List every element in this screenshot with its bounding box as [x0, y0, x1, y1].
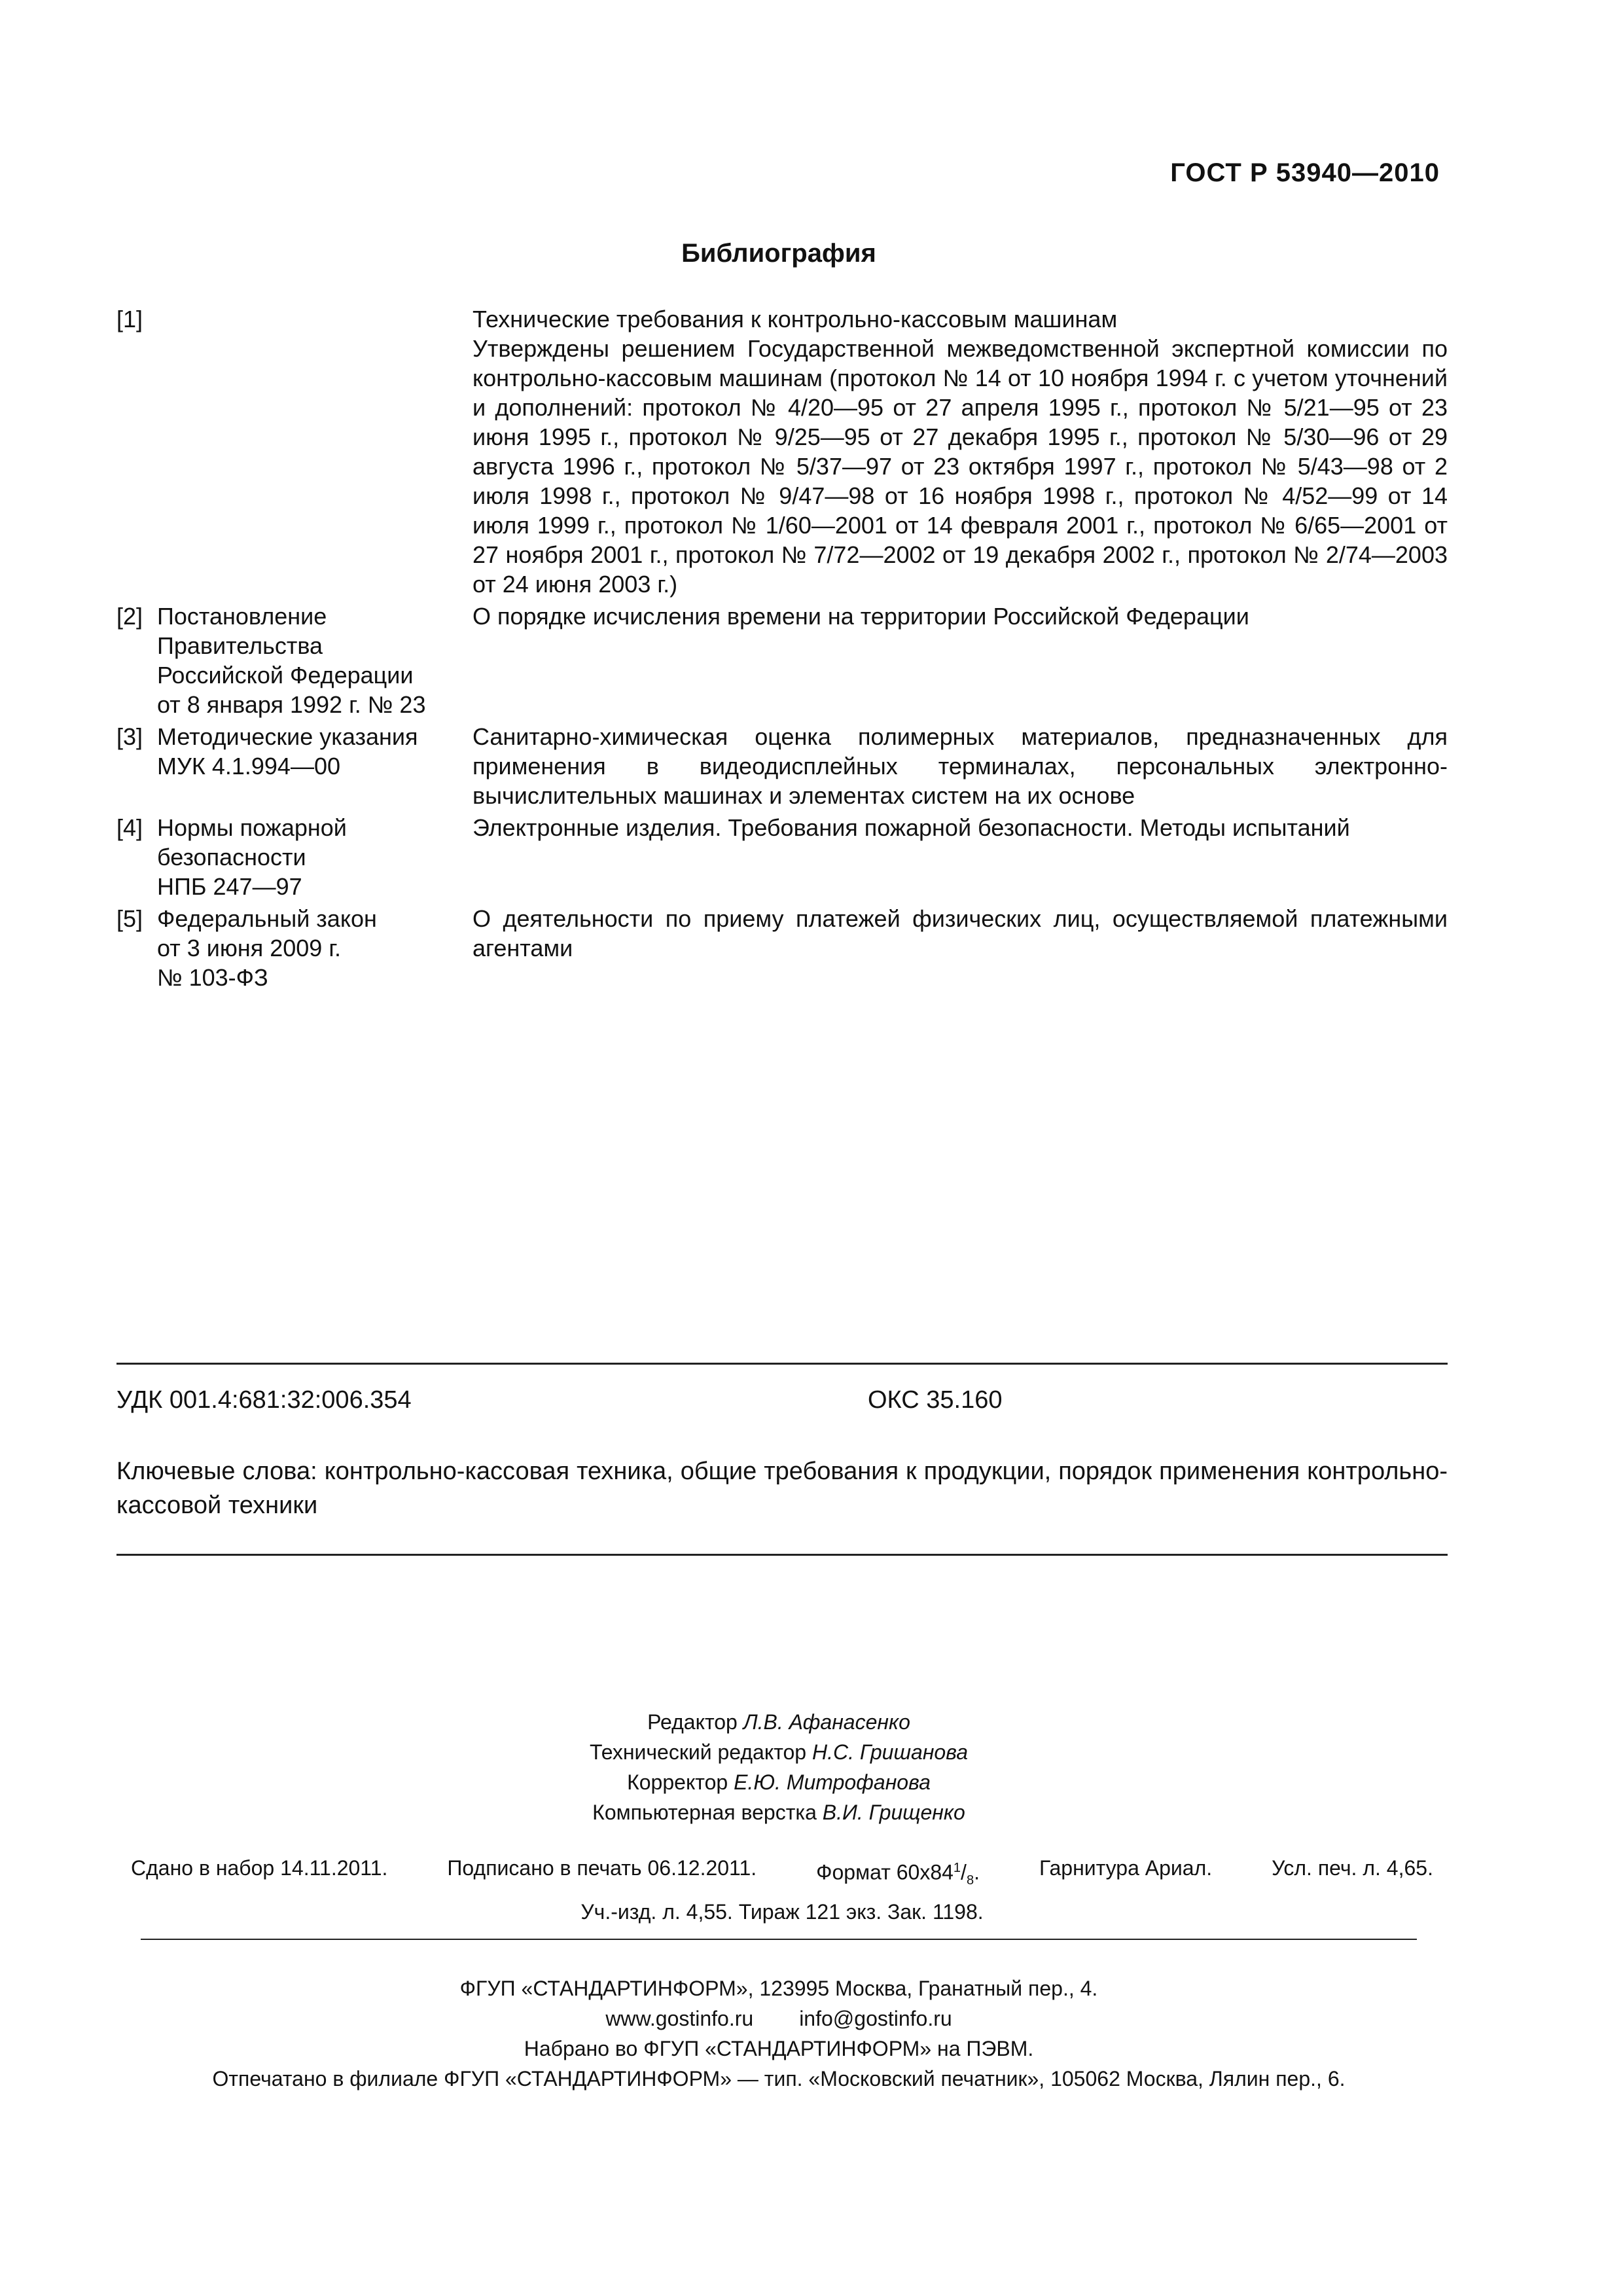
udk-code: УДК 001.4:681:32:006.354 [116, 1386, 412, 1414]
description-paragraph: Утверждены решением Государственной межведомственной экспертной комиссии по контрольно-кассовым машинам (протокол № 14 от 10 ноября 1994 г. с учетом уточнений и дополнений: протокол № 4/20—95 от 27 апреля 1995 г., протокол № 5/21—95 от 23 июня 1995 г., протокол № 9/25—95 от 27 декабря 1995 г., протокол № 5/30—96 от 29 августа 1996 г., протокол № 5/37—97 от 23 октября 1997 г., протокол № 5/43—98 от 2 июля 1998 г., протокол № 9/47—98 от 16 ноября 1998 г., протокол № 4/52—99 от 14 июля 1999 г., протокол № 1/60—2001 от 14 февраля 2001 г., протокол № 6/65—2001 от 27 ноября 2001 г., протокол № 7/72—2002 от 19 декабря 2002 г., протокол № 2/74—2003 от 24 июня 2003 г.) [473, 335, 1448, 598]
entry-description [473, 601, 1448, 719]
entry-description [473, 904, 1448, 992]
entry-source [157, 304, 473, 599]
submitted-date: Сдано в набор 14.11.2011. [131, 1856, 388, 1880]
divider-bottom [116, 1554, 1448, 1556]
entry-source [157, 904, 473, 992]
credit-corrector: Корректор Е.Ю. Митрофанова [627, 1770, 931, 1794]
entry-description [473, 304, 1448, 599]
publisher-contacts [0, 2003, 1558, 2034]
print-sheets: Усл. печ. л. 4,65. [1272, 1856, 1433, 1880]
entry-source [157, 813, 473, 901]
description-paragraph: О порядке исчисления времени на территории Российской Федерации [473, 603, 1249, 630]
bibliography-entry [116, 601, 1448, 719]
divider-top [116, 1363, 1448, 1365]
entry-source [157, 601, 473, 719]
printed-note: Отпечатано в филиале ФГУП «СТАНДАРТИНФОРМ» — тип. «Московский печатник», 105062 Москва, Лялин пер., 6. [212, 2067, 1346, 2090]
credits-block [0, 1707, 1558, 1827]
bibliography-entry [116, 304, 1448, 599]
entry-description [473, 722, 1448, 810]
source-line: Методические указания [157, 723, 418, 750]
credit-editor: Редактор Л.В. Афанасенко [647, 1710, 910, 1734]
entry-number: [4] [116, 814, 143, 841]
source-line: Правительства [157, 632, 323, 659]
source-line: Федеральный закон [157, 905, 377, 932]
source-line: МУК 4.1.994—00 [157, 753, 340, 780]
source-line: НПБ 247—97 [157, 873, 302, 900]
entry-number: [2] [116, 603, 143, 630]
credit-layout: Компьютерная верстка В.И. Грищенко [592, 1801, 965, 1824]
oks-code: ОКС 35.160 [868, 1386, 1003, 1414]
signed-date: Подписано в печать 06.12.2011. [447, 1856, 757, 1880]
description-paragraph: Электронные изделия. Требования пожарной безопасности. Методы испытаний [473, 814, 1350, 841]
typeface: Гарнитура Ариал. [1039, 1856, 1213, 1880]
divider-publisher [141, 1939, 1417, 1940]
source-line: Российской Федерации [157, 662, 414, 689]
entry-number: [5] [116, 905, 143, 932]
source-line: от 8 января 1992 г. № 23 [157, 691, 426, 718]
credit-tech-editor: Технический редактор Н.С. Гришанова [589, 1740, 969, 1764]
print-info [131, 1852, 1433, 1928]
typeset-note: Набрано во ФГУП «СТАНДАРТИНФОРМ» на ПЭВМ. [524, 2037, 1034, 2060]
bibliography-entry [116, 722, 1448, 810]
document-code: ГОСТ Р 53940—2010 [1170, 158, 1440, 187]
description-paragraph: Технические требования к контрольно-кассовым машинам [473, 306, 1118, 332]
publisher-address: ФГУП «СТАНДАРТИНФОРМ», 123995 Москва, Гранатный пер., 4. [459, 1977, 1098, 2000]
bibliography-entry [116, 813, 1448, 901]
section-title: Библиография [681, 239, 876, 268]
description-paragraph: Санитарно-химическая оценка полимерных материалов, предназначенных для применения в видеодисплейных терминалах, персональных электронно-вычислительных машинах и элементах систем на их основе [473, 723, 1448, 809]
paper-format: Формат $60x84^1/_8$. [816, 1860, 980, 1888]
source-line: безопасности [157, 844, 306, 870]
source-line: Постановление [157, 603, 327, 630]
entry-source [157, 722, 473, 810]
entry-number: [1] [116, 306, 143, 332]
publisher-website: www.gostinfo.ru [605, 2007, 754, 2030]
entry-number: [3] [116, 723, 143, 750]
entry-description [473, 813, 1448, 901]
description-paragraph: О деятельности по приему платежей физических лиц, осуществляемой платежными агентами [473, 905, 1448, 961]
keywords: Ключевые слова: контрольно-кассовая техника, общие требования к продукции, порядок применения контрольно-кассовой техники [116, 1458, 1448, 1519]
source-line: от 3 июня 2009 г. [157, 935, 342, 961]
bibliography-list [116, 304, 1448, 995]
source-line: № 103-ФЗ [157, 964, 268, 991]
publisher-block [0, 1973, 1558, 2094]
bibliography-entry [116, 904, 1448, 992]
publisher-email: info@gostinfo.ru [799, 2007, 952, 2030]
source-line: Нормы пожарной [157, 814, 347, 841]
print-run: Уч.-изд. л. 4,55. Тираж 121 экз. Зак. 1198. [580, 1900, 984, 1924]
